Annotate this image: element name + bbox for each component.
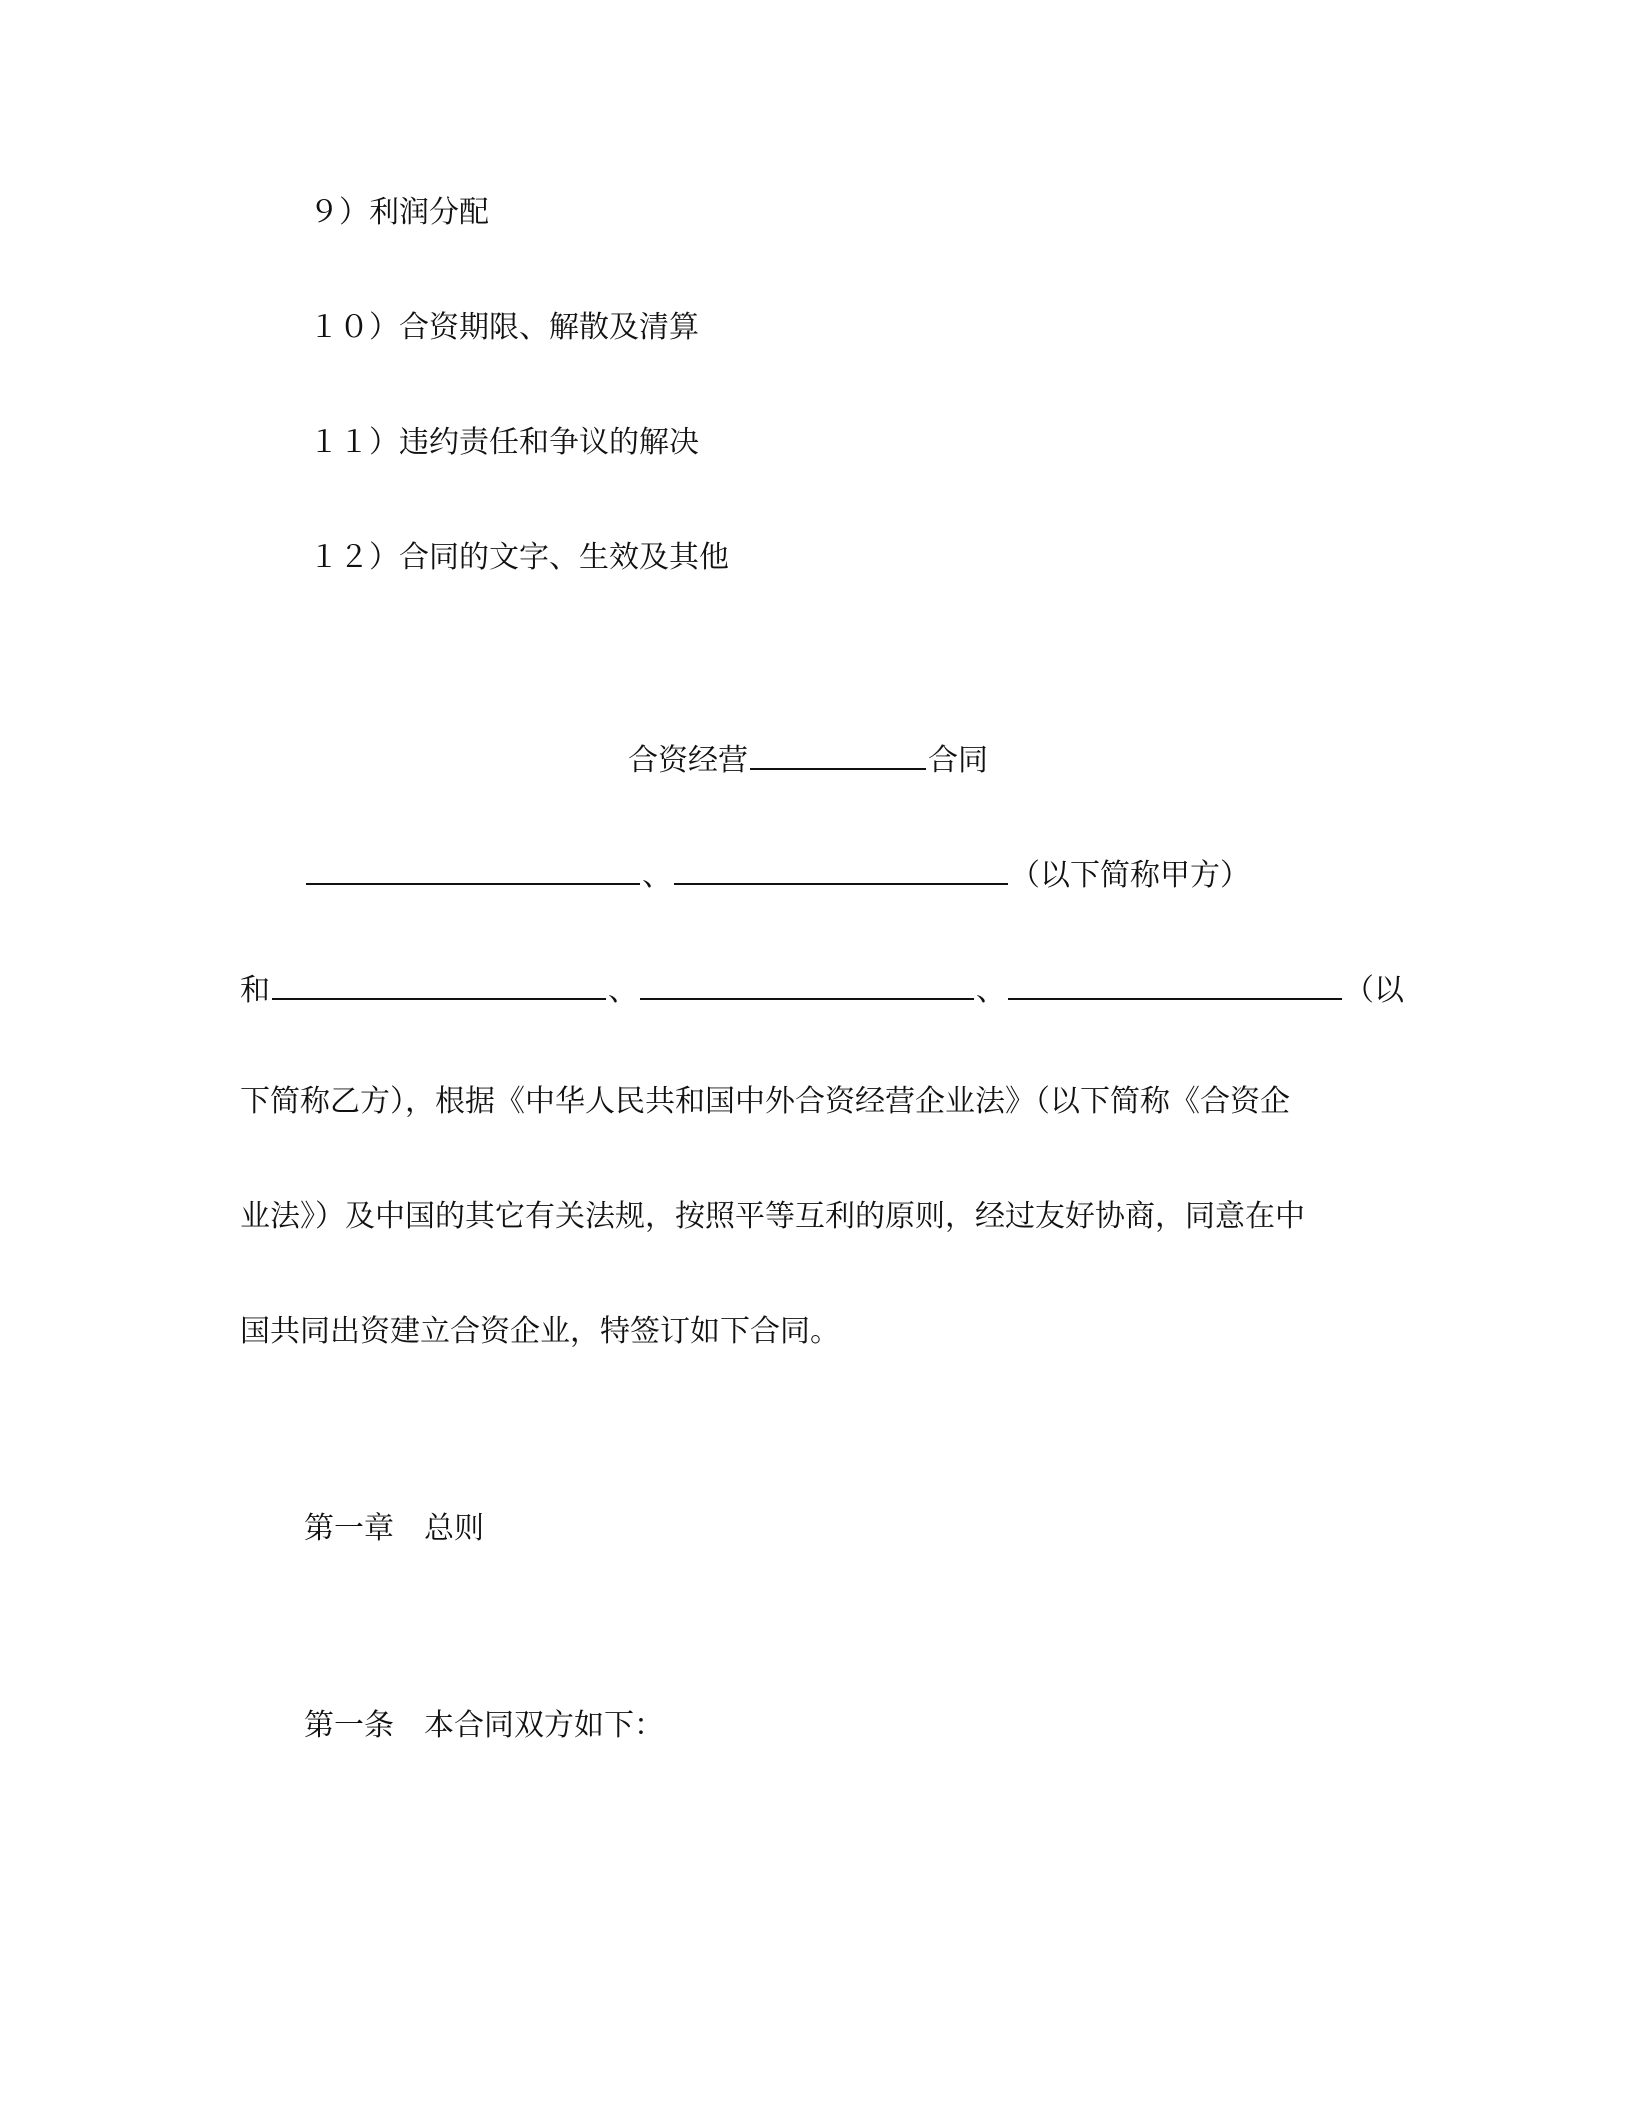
party-a-line [304, 857, 1250, 891]
contract-title [628, 742, 988, 776]
contract-title-suffix: 合同 [928, 743, 988, 778]
chapter-1-heading: 第一章 总则 [304, 1511, 484, 1546]
party-a-blank-2[interactable] [674, 857, 1008, 885]
party-b-blank-2[interactable] [640, 972, 974, 1000]
party-b-blank-3[interactable] [1008, 972, 1342, 1000]
party-b-blank-1[interactable] [272, 972, 606, 1000]
article-1-heading: 第一条 本合同双方如下： [304, 1708, 664, 1743]
party-b-prefix: 和 [240, 973, 270, 1008]
contract-name-blank[interactable] [750, 742, 926, 770]
toc-item-10: １０）合资期限、解散及清算 [309, 310, 699, 345]
party-b-separator-1: 、 [608, 973, 638, 1008]
toc-item-9: ９）利润分配 [309, 195, 489, 230]
party-b-line [240, 972, 1404, 1006]
toc-item-11: １１）违约责任和争议的解决 [309, 425, 699, 460]
party-a-separator: 、 [642, 858, 672, 893]
contract-title-prefix: 合资经营 [628, 743, 748, 778]
party-b-suffix: （以 [1344, 973, 1404, 1008]
toc-item-12: １２）合同的文字、生效及其他 [309, 540, 729, 575]
party-a-suffix: （以下简称甲方） [1010, 858, 1250, 893]
preamble-line-1: 下简称乙方），根据《中华人民共和国中外合资经营企业法》（以下简称《合资企 [240, 1084, 1290, 1119]
preamble-line-2: 业法》）及中国的其它有关法规，按照平等互利的原则，经过友好协商，同意在中 [240, 1199, 1305, 1234]
party-b-separator-2: 、 [976, 973, 1006, 1008]
preamble-line-3: 国共同出资建立合资企业，特签订如下合同。 [240, 1314, 840, 1349]
party-a-blank-1[interactable] [306, 857, 640, 885]
